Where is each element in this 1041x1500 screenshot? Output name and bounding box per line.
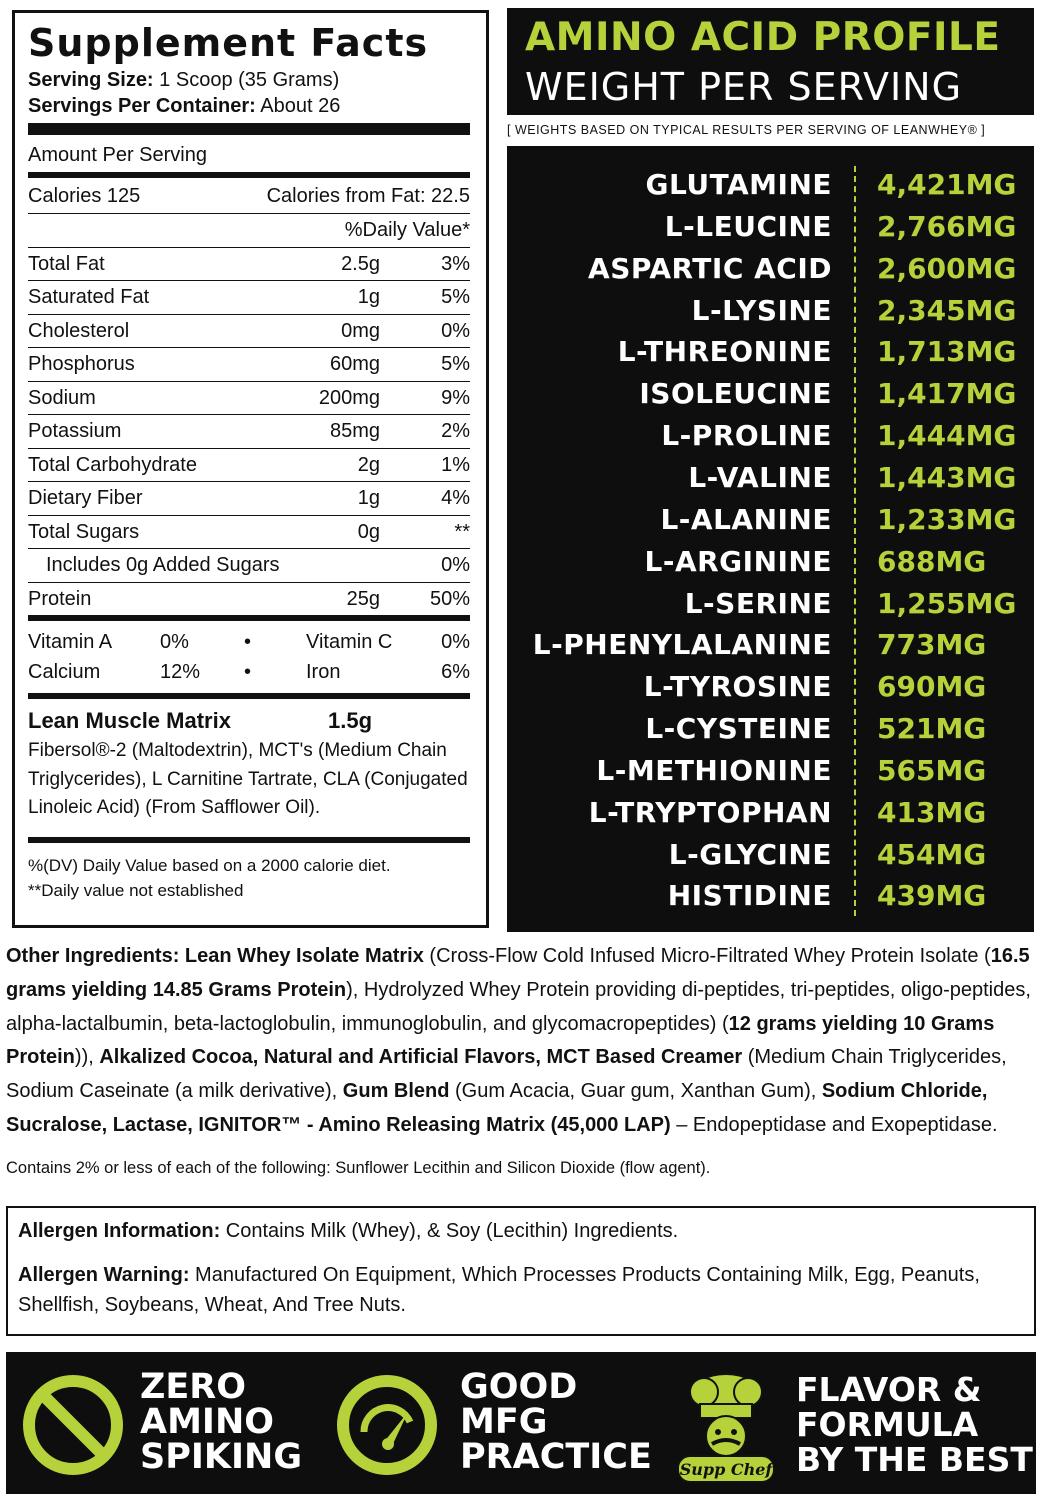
matrix-name: Lean Muscle Matrix [28, 708, 231, 733]
amino-name: GLUTAMINE [645, 168, 832, 201]
ingredients-text: )), [74, 1046, 100, 1069]
nutrient-amount: 2.5g [341, 252, 380, 275]
banner-line: AMINO [140, 1402, 274, 1442]
speedometer-icon [334, 1372, 440, 1478]
allergen-warning-label: Allergen Warning: [18, 1264, 190, 1286]
nutrient-name: Total Carbohydrate [28, 453, 197, 476]
servings-per-container [28, 93, 470, 119]
nutrient-name: Saturated Fat [28, 286, 150, 308]
amino-value: 413MG [877, 795, 987, 829]
amino-value: 688MG [877, 544, 987, 578]
amino-value: 439MG [877, 879, 987, 913]
separator-dot: • [244, 631, 252, 653]
amino-name: L-PROLINE [661, 419, 832, 453]
banner-line: GOOD [460, 1367, 578, 1407]
nutrient-row [28, 248, 470, 282]
amino-note: [ WEIGHTS BASED ON TYPICAL RESULTS PER SERVING OF LEANWHEY® ] [507, 123, 986, 137]
nutrient-amount: 200mg [318, 386, 380, 409]
good-mfg-practice [460, 1367, 652, 1477]
matrix-amount: 1.5g [328, 708, 373, 733]
serving-size-value: 1 Scoop (35 Grams) [159, 69, 340, 91]
daily-value-header-row [28, 214, 470, 248]
banner-line: BY THE BEST [796, 1440, 1033, 1479]
nutrient-row [28, 549, 470, 583]
nutrient-table [28, 248, 470, 617]
nutrient-daily-value: 2% [441, 420, 470, 442]
amino-value: 1,713MG [877, 335, 1017, 369]
nutrient-amount: 0g [357, 520, 380, 543]
vitamin-value: 6% [441, 661, 470, 683]
serving-size-label: Serving Size: [28, 69, 154, 91]
amino-name: L-GLYCINE [668, 837, 832, 871]
nutrient-name: Total Fat [28, 252, 105, 275]
banner-line: MFG [460, 1402, 548, 1442]
amino-name: ISOLEUCINE [639, 377, 832, 411]
nutrient-amount: 2g [357, 453, 380, 476]
banner-line: PRACTICE [460, 1437, 652, 1477]
ingredients-bold: 16.5 grams yielding 14.85 Grams Protein [6, 945, 1030, 1001]
vitamin-row [28, 657, 470, 687]
amino-row [507, 290, 1034, 332]
nutrient-amount: 0mg [341, 319, 380, 342]
ingredients-bold: 12 grams yielding 10 Grams Protein [6, 1012, 995, 1069]
nutrient-daily-value: 0% [441, 554, 470, 576]
chef-logo-icon [666, 1364, 786, 1488]
allergen-info-text: Contains Milk (Whey), & Soy (Lecithin) Ingredients. [220, 1220, 679, 1242]
nutrient-amount: 85mg [329, 420, 380, 442]
nutrient-name: Includes 0g Added Sugars [46, 554, 280, 576]
amino-name: L-TRYPTOPHAN [588, 795, 832, 829]
amino-value: 565MG [877, 753, 987, 787]
servings-label: Servings Per Container: [28, 95, 256, 117]
nutrient-daily-value: 5% [441, 353, 470, 375]
amino-row [507, 792, 1034, 834]
nutrient-name: Potassium [28, 420, 122, 442]
nutrient-row [28, 516, 470, 550]
nutrient-row [28, 281, 470, 315]
amino-value: 690MG [877, 670, 987, 704]
amino-name: L-THREONINE [617, 335, 832, 369]
allergen-box [6, 1206, 1036, 1336]
servings-value: About 26 [260, 95, 341, 117]
amino-row [507, 834, 1034, 876]
banner-line: FORMULA [796, 1405, 979, 1444]
nutrient-row [28, 415, 470, 449]
no-symbol-icon [20, 1372, 126, 1478]
ingredients-text: (Gum Acacia, Guar gum, Xanthan Gum), [449, 1080, 822, 1103]
amino-name: HISTIDINE [667, 879, 832, 913]
amino-table [507, 146, 1034, 932]
amino-name: L-TYROSINE [643, 670, 832, 704]
footnotes [28, 843, 470, 903]
vitamin-value: 12% [160, 661, 201, 683]
amount-per-serving [28, 135, 470, 173]
amino-row [507, 708, 1034, 750]
nutrient-amount: 60mg [329, 353, 380, 375]
amino-name: L-METHIONINE [596, 753, 832, 787]
nutrient-amount: 1g [357, 286, 380, 308]
other-ingredients [6, 940, 1036, 1143]
vitamin-table [28, 621, 470, 687]
thick-divider [28, 123, 470, 135]
vitamin-value: 0% [441, 631, 470, 653]
banner-line: SPIKING [140, 1437, 303, 1477]
amino-row [507, 499, 1034, 541]
allergen-warning [18, 1260, 1024, 1320]
amino-value: 2,345MG [877, 293, 1017, 327]
nutrient-row [28, 482, 470, 516]
nutrient-name: Cholesterol [28, 319, 130, 342]
nutrient-daily-value: 4% [441, 487, 470, 509]
nutrient-name: Dietary Fiber [28, 487, 143, 509]
amino-value: 773MG [877, 628, 987, 662]
zero-amino-spiking [140, 1367, 303, 1477]
ingredients-bold: Alkalized Cocoa, Natural and Artificial Flavors, MCT Based Creamer [99, 1046, 743, 1069]
ingredients-text: ), Hydrolyzed Whey Protein providing di-peptides, tri-peptides, oligo-peptides, alpha-lactalbumin, beta-lactoglobulin, immunoglobulin, and glycomacropeptides) ( [6, 978, 1031, 1035]
amino-value: 2,600MG [877, 251, 1017, 285]
nutrient-row [28, 449, 470, 483]
amino-row [507, 750, 1034, 792]
amino-value: 4,421MG [877, 168, 1017, 201]
allergen-warning-text: Manufactured On Equipment, Which Processes Products Containing Milk, Egg, Peanuts, Shellfish, Soybeans, Wheat, And Tree Nuts. [18, 1264, 980, 1316]
amino-row [507, 331, 1034, 373]
supplement-facts-panel [12, 10, 489, 928]
calories-from-fat: Calories from Fat: 22.5 [266, 185, 470, 207]
vitamin-row [28, 627, 470, 657]
nutrient-daily-value: 9% [441, 386, 470, 409]
amino-name: L-SERINE [684, 586, 832, 620]
ingredients-text: (Medium Chain Triglycerides, Sodium Caseinate (a milk derivative), [6, 1046, 1007, 1103]
amino-subtitle: WEIGHT PER SERVING [525, 65, 963, 109]
amino-value: 2,766MG [877, 209, 1017, 243]
amino-row [507, 206, 1034, 248]
amino-value: 1,255MG [877, 586, 1017, 620]
amino-value: 1,443MG [877, 460, 1017, 494]
vitamin-name: Iron [306, 661, 341, 683]
ingredients-text: (Cross-Flow Cold Infused Micro-Filtrated Whey Protein Isolate ( [423, 945, 991, 967]
matrix-description: Fibersol®-2 (Maltodextrin), MCT's (Medium Chain Triglycerides), L Carnitine Tartrate, CLA (Conjugated Linoleic Acid) (From Safflower Oil). [28, 740, 468, 818]
amino-row [507, 875, 1034, 917]
lean-muscle-matrix [28, 699, 470, 823]
amino-name: L-LYSINE [691, 293, 832, 327]
serving-size [28, 67, 470, 93]
amino-value: 521MG [877, 712, 987, 746]
banner-line: FLAVOR & [796, 1370, 982, 1409]
flavor-formula-by-the-best [796, 1372, 1033, 1477]
nutrient-amount: 25g [346, 587, 380, 610]
supplement-facts-title: Supplement Facts [28, 21, 429, 65]
nutrient-name: Sodium [28, 386, 96, 409]
amino-row [507, 624, 1034, 666]
nutrient-daily-value: 0% [441, 319, 470, 342]
amino-name: L-PHENYLALANINE [532, 628, 832, 662]
vitamin-name: Calcium [28, 661, 101, 683]
footnote-not-established: **Daily value not established [28, 880, 244, 900]
ingredients-bold: Sodium Chloride, Sucralose, Lactase, IGNITOR™ - Amino Releasing Matrix (45,000 LAP) [6, 1080, 988, 1136]
nutrient-name: Total Sugars [28, 520, 140, 543]
nutrient-amount: 1g [357, 487, 380, 509]
amino-row [507, 415, 1034, 457]
nutrient-name: Protein [28, 587, 92, 610]
allergen-information [18, 1216, 1024, 1246]
amino-value: 1,417MG [877, 377, 1017, 411]
amino-row [507, 541, 1034, 583]
amino-name: L-LEUCINE [664, 209, 832, 243]
amino-name: L-ALANINE [660, 502, 832, 536]
amino-row [507, 164, 1034, 206]
amino-row [507, 583, 1034, 625]
daily-value-header: %Daily Value* [344, 219, 470, 241]
amino-title: AMINO ACID PROFILE [525, 15, 1001, 60]
amino-header [507, 8, 1034, 115]
amino-name: L-CYSTEINE [645, 712, 832, 746]
vitamin-value: 0% [160, 631, 189, 653]
nutrient-row [28, 315, 470, 349]
amino-name: L-VALINE [688, 460, 832, 494]
ingredients-label: Other Ingredients: Lean Whey Isolate Matrix [6, 945, 424, 967]
vitamin-name: Vitamin A [28, 631, 113, 653]
nutrient-name: Phosphorus [28, 353, 135, 375]
amino-row [507, 248, 1034, 290]
amino-row [507, 373, 1034, 415]
nutrient-daily-value: 50% [429, 587, 470, 610]
nutrient-row [28, 583, 470, 617]
amino-value: 1,444MG [877, 419, 1017, 453]
amino-value: 454MG [877, 837, 987, 871]
ingredients-bold: Gum Blend [342, 1080, 450, 1103]
banner-line: ZERO [140, 1367, 246, 1407]
amino-row [507, 457, 1034, 499]
matrix-heading [28, 705, 470, 737]
nutrient-row [28, 348, 470, 382]
footnote-daily-value: %(DV) Daily Value based on a 2000 calorie diet. [28, 855, 391, 875]
feature-banner [6, 1352, 1036, 1494]
separator-dot: • [244, 661, 252, 683]
logo-text: Supp Chef [679, 1460, 773, 1479]
nutrient-daily-value: 1% [441, 453, 470, 476]
amino-value: 1,233MG [877, 502, 1017, 536]
nutrient-daily-value: 3% [441, 252, 470, 275]
calories: Calories 125 [28, 185, 141, 207]
amount-per-serving-label: Amount Per Serving [28, 144, 207, 166]
nutrient-daily-value: 5% [441, 286, 470, 308]
calories-row [28, 178, 470, 214]
vitamin-name: Vitamin C [306, 631, 393, 653]
nutrient-row [28, 382, 470, 416]
contains-note: Contains 2% or less of each of the following: Sunflower Lecithin and Silicon Dioxide (flow agent). [6, 1159, 711, 1177]
allergen-info-label: Allergen Information: [18, 1220, 221, 1242]
ingredients-text: – Endopeptidase and Exopeptidase. [670, 1113, 998, 1136]
amino-name: ASPARTIC ACID [588, 251, 832, 285]
amino-name: L-ARGININE [644, 544, 832, 578]
amino-row [507, 666, 1034, 708]
nutrient-daily-value: ** [454, 520, 470, 543]
